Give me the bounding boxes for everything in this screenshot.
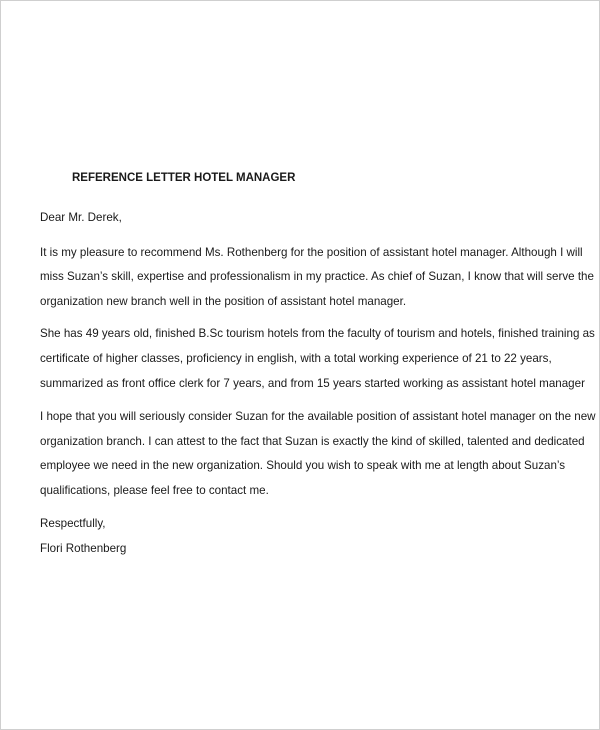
signature-name: Flori Rothenberg <box>40 542 127 555</box>
paragraph3-line1: I hope that you will seriously consider Suzan for the available position of assistant hotel manager on the new <box>40 410 596 423</box>
paragraph2-line3: summarized as front office clerk for 7 years, and from 15 years started working as assistant hotel manager <box>40 377 585 390</box>
paragraph3-line4: qualifications, please feel free to contact me. <box>40 484 269 497</box>
letter-title: REFERENCE LETTER HOTEL MANAGER <box>72 172 296 184</box>
paragraph1-line3: organization new branch well in the position of assistant hotel manager. <box>40 295 407 308</box>
closing: Respectfully, <box>40 517 106 530</box>
salutation: Dear Mr. Derek, <box>40 211 122 224</box>
paragraph3-line2: organization branch. I can attest to the fact that Suzan is exactly the kind of skilled, talented and dedicated <box>40 435 585 448</box>
paragraph1-line2: miss Suzan’s skill, expertise and professionalism in my practice. As chief of Suzan, I know that will serve the <box>40 270 594 283</box>
paragraph2-line1: She has 49 years old, finished B.Sc tourism hotels from the faculty of tourism and hotels, finished training as <box>40 327 595 340</box>
paragraph1-line1: It is my pleasure to recommend Ms. Rothenberg for the position of assistant hotel manager. Although I will <box>40 246 583 259</box>
paragraph2-line2: certificate of higher classes, proficiency in english, with a total working experience of 21 to 22 years, <box>40 352 552 365</box>
paragraph3-line3: employee we need in the new organization. Should you wish to speak with me at length about Suzan’s <box>40 459 566 472</box>
